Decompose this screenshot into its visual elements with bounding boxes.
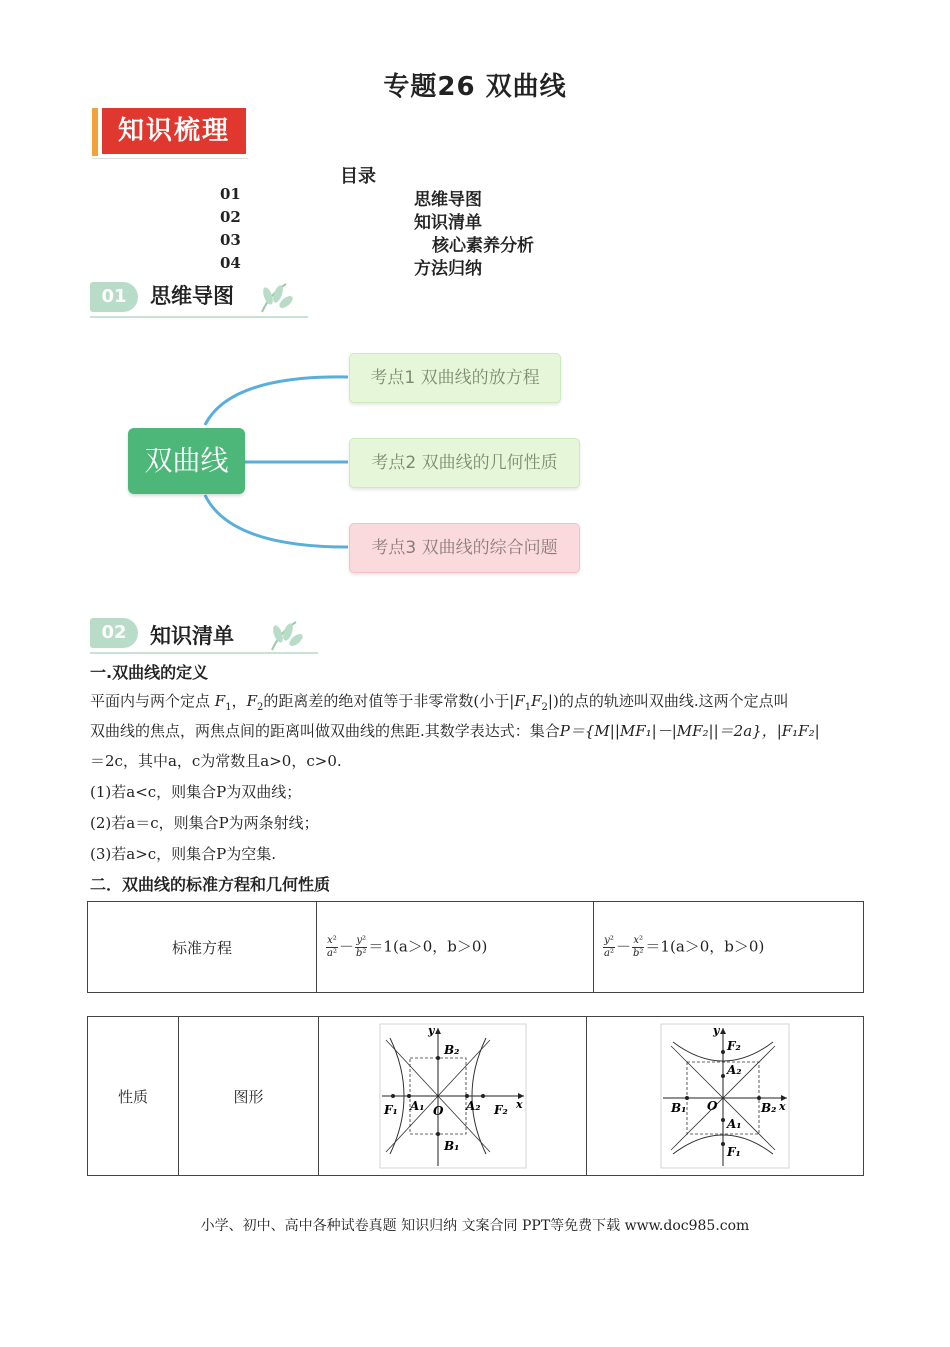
- svg-text:x: x: [515, 1098, 523, 1111]
- definition-heading: 一.双曲线的定义: [90, 663, 209, 682]
- leaf-icon: [256, 280, 296, 314]
- svg-text:B₂: B₂: [443, 1043, 459, 1057]
- section-num: 01: [90, 282, 138, 312]
- mindmap-node-3[interactable]: 考点3 双曲线的综合问题: [349, 523, 580, 573]
- svg-text:B₁: B₁: [443, 1139, 459, 1153]
- hyperbola-x-figure: [378, 1022, 528, 1170]
- definition-line-1: 平面内与两个定点 $F_1$，$F_2$的距离差的绝对值等于非零常数(小于$|F_1F_2|$)的点的轨迹叫双曲线.这两个定点叫: [90, 692, 789, 713]
- hyperbola-y-figure: [659, 1022, 791, 1170]
- footer-note: 小学、初中、高中各种试卷真题 知识归纳 文案合同 PPT等免费下载 www.doc985.com: [200, 1218, 750, 1234]
- svg-text:A₁: A₁: [409, 1099, 425, 1113]
- svg-text:F₂: F₂: [493, 1103, 508, 1117]
- equation-x-axis: $\frac{\text{x²}}{\text{a²}}$ － $\frac{\text{y²}}{\text{b²}}$ ＝1(a＞0，b＞0): [317, 902, 594, 993]
- definition-line-3: ＝2c，其中a，c为常数且a>0，c>0.: [90, 752, 342, 770]
- svg-text:A₂: A₂: [465, 1099, 481, 1113]
- mindmap-node-2[interactable]: 考点2 双曲线的几何性质: [349, 438, 580, 488]
- prop-label: 性质: [88, 1017, 179, 1176]
- page-title: 专题26 双曲线: [383, 72, 567, 102]
- graph-y-hyperbola: [587, 1017, 864, 1176]
- toc-heading: 目录: [340, 166, 376, 187]
- svg-text:O: O: [432, 1104, 443, 1118]
- equation-y-axis: $\frac{\text{y²}}{\text{a²}}$ － $\frac{\text{x²}}{\text{b²}}$ ＝1(a＞0，b＞0): [594, 902, 864, 993]
- toc-label: 思维导图: [414, 190, 482, 210]
- knowledge-banner: [92, 104, 248, 158]
- toc-item[interactable]: [220, 208, 560, 231]
- toc-num: 01: [220, 185, 241, 203]
- toc-num: 03: [220, 231, 241, 249]
- svg-text:y: y: [427, 1024, 434, 1037]
- svg-text:y: y: [713, 1024, 720, 1037]
- properties-table: [87, 1016, 864, 1176]
- toc-label: 核心素养分析: [432, 236, 534, 256]
- toc-item[interactable]: [220, 185, 560, 208]
- toc-num: 02: [220, 208, 241, 226]
- svg-text:B₁: B₁: [671, 1101, 687, 1115]
- svg-text:F₂: F₂: [727, 1039, 741, 1053]
- toc-label: 知识清单: [414, 213, 482, 233]
- definition-line-2: 双曲线的焦点，两焦点间的距离叫做双曲线的焦距.其数学表达式：集合P＝{M||MF₁|－|MF₂||＝2a}，|F₁F₂|: [90, 722, 820, 740]
- toc-item[interactable]: [220, 231, 560, 254]
- condition-3: (3)若a>c，则集合P为空集.: [90, 845, 277, 863]
- section-num: 02: [90, 618, 138, 648]
- leaf-icon: [266, 618, 306, 652]
- toc-label: 方法归纳: [414, 259, 482, 279]
- svg-text:x: x: [779, 1100, 786, 1113]
- section-02-banner: [90, 612, 320, 656]
- svg-text:A₂: A₂: [727, 1063, 742, 1077]
- mindmap-center[interactable]: 双曲线: [128, 428, 245, 494]
- svg-text:B₂: B₂: [761, 1101, 777, 1115]
- section-label: 知识清单: [150, 624, 234, 648]
- knowledge-banner-label: 知识梳理: [102, 108, 246, 154]
- svg-text:O: O: [707, 1099, 718, 1113]
- condition-1: (1)若a<c，则集合P为双曲线；: [90, 783, 302, 801]
- svg-text:F₁: F₁: [383, 1103, 398, 1117]
- toc-num: 04: [220, 254, 241, 272]
- svg-text:A₁: A₁: [727, 1117, 742, 1131]
- toc-item[interactable]: [220, 254, 560, 277]
- condition-2: (2)若a＝c，则集合P为两条射线；: [90, 814, 319, 832]
- mindmap-node-1[interactable]: 考点1 双曲线的放方程: [349, 353, 561, 403]
- section-label: 思维导图: [150, 284, 234, 308]
- fig-label: 图形: [179, 1017, 319, 1176]
- graph-x-hyperbola: [319, 1017, 587, 1176]
- std-label: 标准方程: [88, 902, 317, 993]
- properties-heading: 二．双曲线的标准方程和几何性质: [90, 875, 331, 894]
- svg-text:F₁: F₁: [727, 1145, 741, 1159]
- section-01-banner: [90, 276, 310, 320]
- standard-equation-table: [87, 901, 864, 993]
